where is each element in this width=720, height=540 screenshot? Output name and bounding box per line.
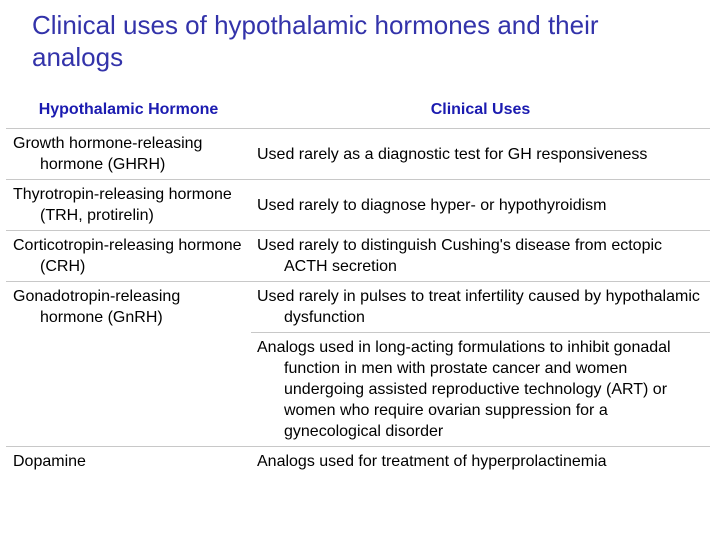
clinical-use-cell	[251, 447, 710, 477]
clinical-use-text: Used rarely to diagnose hyper- or hypothyroidism	[257, 196, 607, 214]
hormone-cell	[6, 231, 251, 282]
hormone-cell	[6, 180, 251, 231]
table-header-row	[6, 92, 710, 129]
table-row-gnrh	[6, 282, 710, 333]
header-clinical-uses: Clinical Uses	[251, 92, 710, 129]
hormone-name: Gonadotropin-releasing hormone (GnRH)	[13, 288, 181, 326]
header-hypothalamic-hormone: Hypothalamic Hormone	[6, 92, 251, 129]
hormone-name: Thyrotropin-releasing hormone (TRH, protirelin)	[13, 186, 232, 224]
clinical-use-text: Analogs used in long-acting formulations to inhibit gonadal function in men with prostate cancer and women undergoing assisted reproductive technology (ART) or women who require ovarian suppression for a gynecological disorder	[257, 339, 671, 440]
hormone-cell	[6, 129, 251, 180]
clinical-use-cell	[251, 333, 710, 447]
table-row-crh	[6, 231, 710, 282]
clinical-use-text: Used rarely to distinguish Cushing's disease from ectopic ACTH secretion	[257, 237, 663, 275]
hormone-name: Dopamine	[13, 453, 86, 470]
clinical-use-cell	[251, 231, 710, 282]
table-row-dopamine	[6, 447, 710, 477]
clinical-use-text: Analogs used for treatment of hyperprolactinemia	[257, 453, 607, 470]
slide-title: Clinical uses of hypothalamic hormones and their analogs	[32, 10, 599, 72]
clinical-use-cell	[251, 129, 710, 180]
clinical-use-text: Used rarely in pulses to treat infertility caused by hypothalamic dysfunction	[257, 288, 700, 326]
hormone-cell	[6, 282, 251, 447]
table-row-trh	[6, 180, 710, 231]
hormone-cell	[6, 447, 251, 477]
clinical-use-cell	[251, 180, 710, 231]
hormone-table	[6, 92, 710, 476]
hormone-name: Corticotropin-releasing hormone (CRH)	[13, 237, 242, 275]
hormone-name: Growth hormone-releasing hormone (GHRH)	[13, 135, 203, 173]
table-row-ghrh	[6, 129, 710, 180]
clinical-use-text: Used rarely as a diagnostic test for GH responsiveness	[257, 145, 648, 163]
clinical-use-cell	[251, 282, 710, 333]
